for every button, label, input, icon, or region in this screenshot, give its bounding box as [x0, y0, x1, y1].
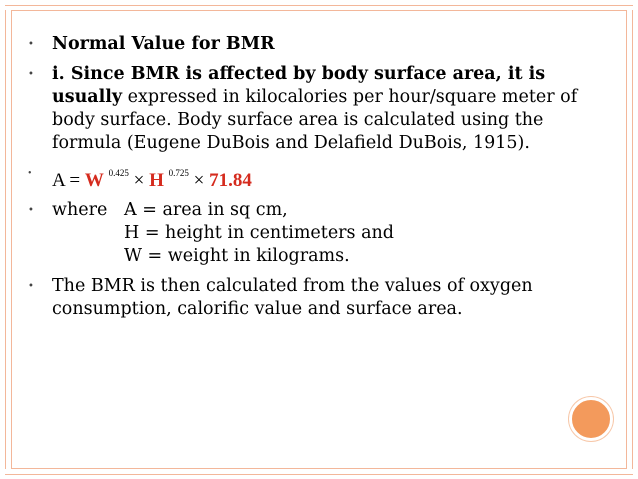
outer-right-line — [632, 10, 633, 469]
para1-rest-text: expressed in kilocalories per hour/square meter of body surface. Body surface area is calculated using the formula (Eugene DuBois and Delafield DuBois, 1915). — [52, 87, 578, 153]
heading-text: Normal Value for BMR — [52, 34, 275, 54]
formula-w-exponent: 0.425 — [108, 168, 129, 178]
outer-top-line — [5, 5, 633, 6]
outer-bottom-line — [5, 474, 633, 475]
para1-bold-text: i. Since BMR is affected by body surface area, it is usually — [52, 64, 546, 107]
h-definition: H = height in centimeters and — [124, 223, 394, 243]
w-definition: W = weight in kilograms. — [124, 246, 350, 266]
slide-content — [28, 33, 608, 328]
bullet-icon: • — [28, 281, 34, 292]
decorative-orange-circle — [569, 397, 613, 441]
formula-h: H — [149, 170, 164, 191]
bullet-where — [28, 199, 608, 268]
bullet-icon: • — [28, 205, 34, 216]
bullet-final — [28, 275, 608, 321]
outer-left-line — [5, 10, 6, 469]
formula-w: W — [84, 170, 104, 191]
formula-times-2: × — [188, 170, 210, 191]
formula-times-1: × — [128, 170, 150, 191]
bullet-icon: • — [28, 39, 34, 50]
formula-constant: 71.84 — [209, 170, 252, 191]
bullet-formula — [28, 162, 608, 192]
final-paragraph-text: The BMR is then calculated from the values of oxygen consumption, calorific value and surface area. — [52, 276, 533, 319]
formula-h-exponent: 0.725 — [168, 168, 189, 178]
bullet-heading — [28, 33, 608, 56]
where-text: where A = area in sq cm, — [52, 200, 288, 220]
bullet-paragraph-1 — [28, 63, 608, 155]
bullet-icon: • — [28, 69, 34, 80]
bullet-icon: • — [28, 168, 32, 179]
formula-lhs: A = — [52, 170, 85, 191]
